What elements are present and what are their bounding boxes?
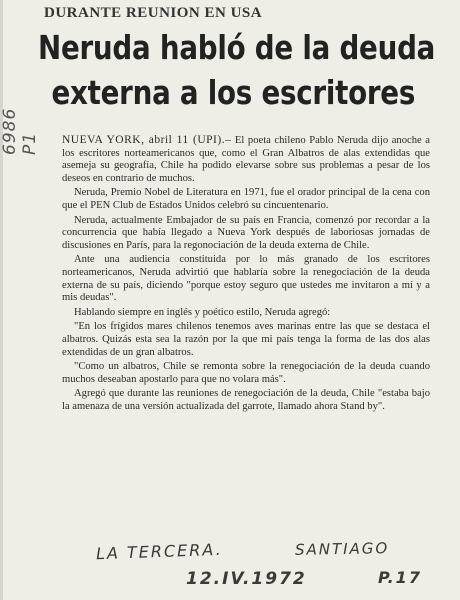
handwritten-date: 12.IV.1972: [186, 569, 307, 589]
paragraph-2: Neruda, Premio Nobel de Literatura en 1971, fue el orador principal de la cena con que el PEN Club de Estados Unidos celebró su cincuentenario.: [62, 187, 430, 211]
paragraph-1: [62, 134, 430, 185]
kicker-headline: DURANTE REUNION EN USA: [44, 5, 263, 21]
article-headline: [38, 25, 436, 115]
handwritten-source: LA TERCERA.: [95, 539, 223, 564]
article-body: [62, 134, 430, 415]
dateline: NUEVA YORK, abril 11 (UPI).–: [62, 134, 232, 146]
headline-line-1: Neruda habló de la deuda: [38, 28, 436, 67]
paragraph-4: Ante una audiencia constituida por lo más granado de los escritores norteamericanos, Neruda advirtió que hablaría sobre la renegociación de la deuda externa de su país, diciendo "porque estoy seguro que ustedes me invitaron a mí y a mis deudas".: [62, 254, 430, 304]
paragraph-3: Neruda, actualmente Embajador de su país en Francia, comenzó por recordar a la concurrencia que había llegado a Nueva York después de laboriosas jornadas de discusiones en París, para la regonociación de la deuda externa de Chile.: [62, 214, 430, 251]
paragraph-1-text: El poeta chileno Pablo Neruda dijo anoche a los escritores norteamericanos que, como el Gran Albatros de alas extendidas que asemeja su geografía, Chile ha podido elevarse sobre sus problemas a pesar de los deseos en contrario de muchos.: [62, 135, 430, 184]
page-fold-shadow: [0, 0, 3, 600]
headline-line-2: externa a los escritores: [51, 73, 416, 112]
paragraph-5: Hablando siempre en inglés y poético estilo, Neruda agregó:: [74, 306, 331, 318]
paragraph-7: "Como un albatros, Chile se remonta sobre la renegociación de la deuda cuando muchos deseaban apostarlo para que no volara más".: [62, 361, 430, 385]
paragraph-8: Agregó que durante las reuniones de renegociación de la deuda, Chile "estaba bajo la amenaza de una versión actualizada del garrote, llamado ahora Stand by".: [62, 388, 430, 412]
paragraph-6: "En los frígidos mares chilenos tenemos aves marinas entre las que se destaca el albatros. Quizás esta sea la razón por la que mi país tenga la forma de las dos alas extendidas de un gran albatros.: [62, 321, 430, 358]
handwritten-page: P.17: [378, 568, 422, 587]
handwritten-margin-note: 6986 P1: [0, 107, 40, 155]
handwritten-city: SANTIAGO: [294, 539, 390, 559]
